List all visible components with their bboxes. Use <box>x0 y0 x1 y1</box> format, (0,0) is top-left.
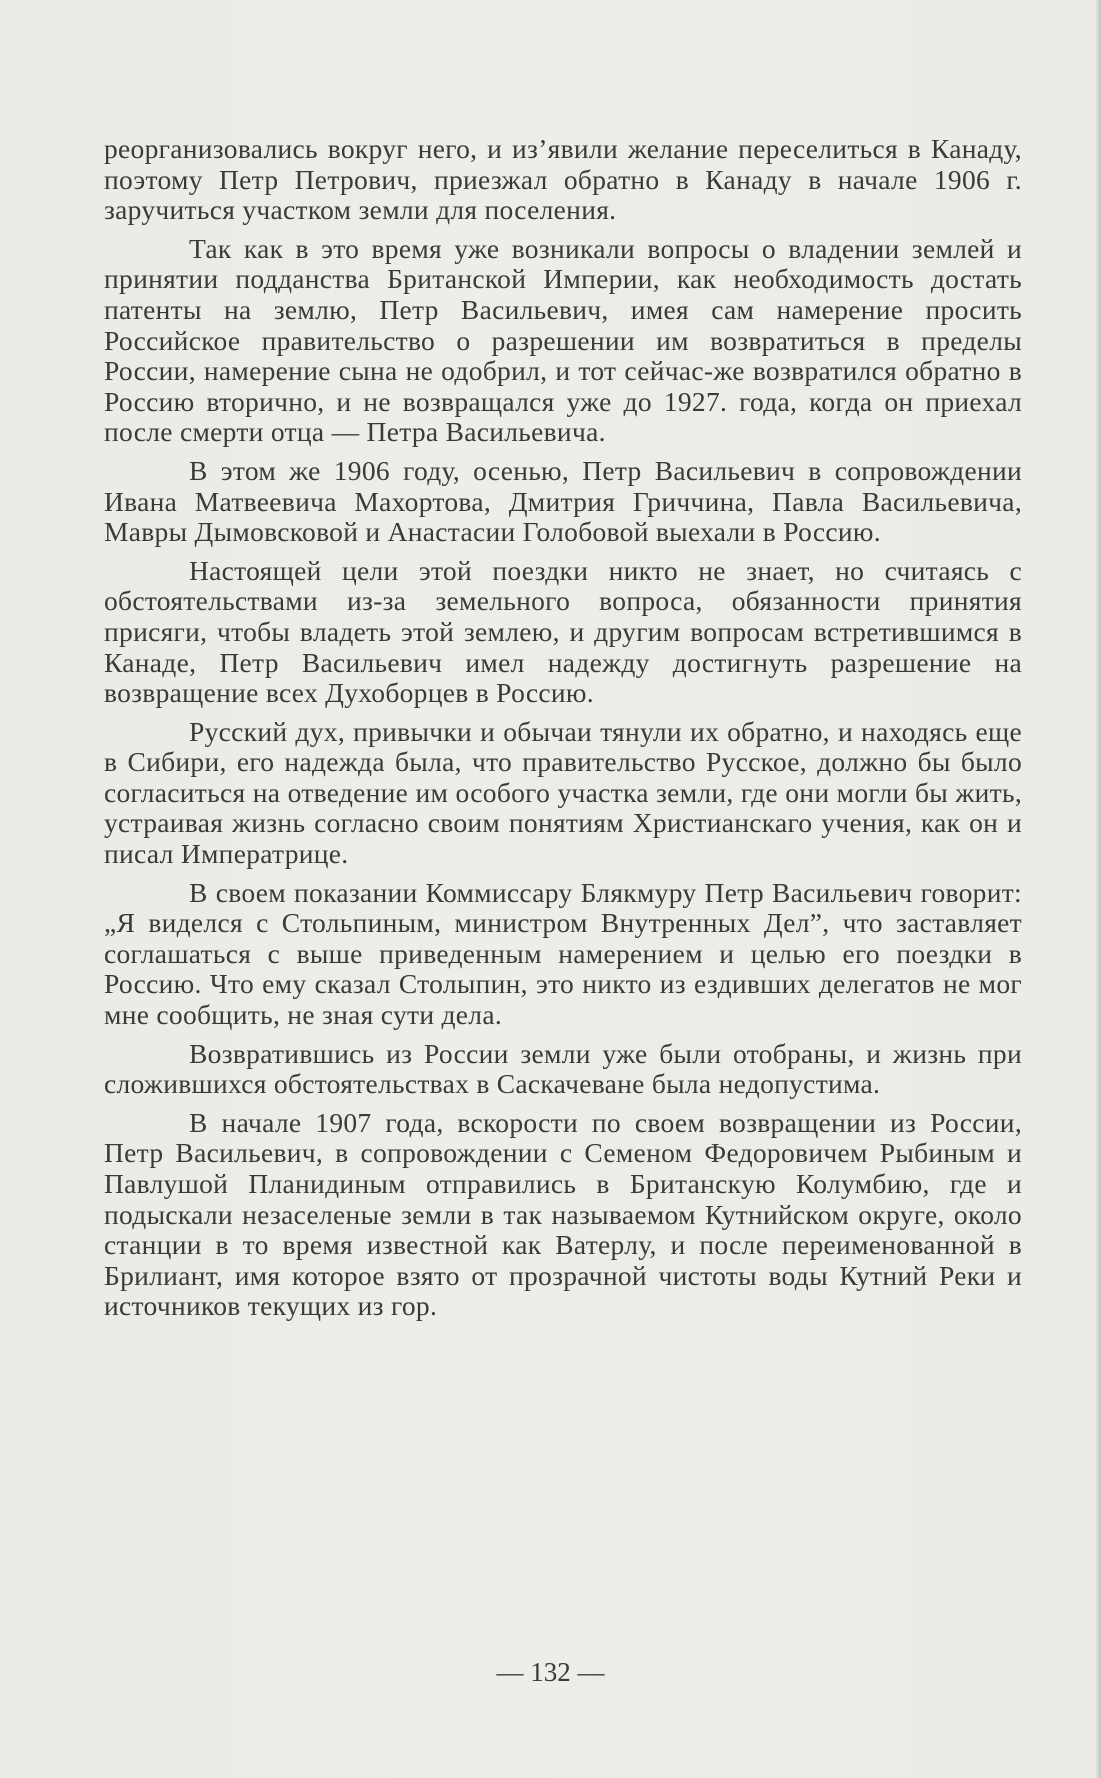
page-number: — 132 — <box>496 1657 605 1687</box>
paragraph-4: Настоящей цели этой поездки никто не знает, но считаясь с обстоятельствами из-за земельного вопроса, обязанности принятия присяги, чтобы владеть этой землею, и другим вопросам встретившимся в Канаде, Петр Васильевич имел надежду достигнуть разрешение на возвращение всех Духоборцев в Россию. <box>104 554 1022 709</box>
paragraph-5: Русский дух, привычки и обычаи тянули их обратно, и находясь еще в Сибири, его надежда была, что правительство Русское, должно бы было согласиться на отведение им особого участка земли, где они могли бы жить, устраивая жизнь согласно своим понятиям Христианскаго учения, как он и писал Императрице. <box>104 715 1022 870</box>
paragraph-2: Так как в это время уже возникали вопросы о владении землей и принятии подданства Британской Империи, как необходимость достать патенты на землю, Петр Васильевич, имея сам намерение просить Российское правительство о разрешении им возвратиться в пределы России, намерение сына не одобрил, и тот сейчас-же возвратился обратно в Россию вторично, и не возвращался уже до 1927. года, когда он приехал после смерти отца — Петра Васильевича. <box>104 232 1022 448</box>
paragraph-6: В своем показании Коммиссару Блякмуру Петр Васильевич говорит: „Я виделся с Стольпиным, министром Внутренных Дел”, что заставляет соглашаться с выше приведенным намерением и целью его поездки в Россию. Что ему сказал Столыпин, это никто из ездивших делегатов не мог мне сообщить, не зная сути дела. <box>104 876 1022 1031</box>
paragraph-1: реорганизовались вокруг него, и из’явили желание переселиться в Канаду, поэтому Петр Петрович, приезжал обратно в Канаду в начале 1906 г. заручиться участком земли для поселения. <box>104 133 1022 226</box>
body-text <box>104 134 1022 1330</box>
paragraph-7: Возвратившись из России земли уже были отобраны, и жизнь при сложившихся обстоятельствах в Саскачеване была недопустима. <box>104 1037 1022 1100</box>
paragraph-3: В этом же 1906 году, осенью, Петр Васильевич в сопровождении Ивана Матвеевича Махортова, Дмитрия Гриччина, Павла Васильевича, Мавры Дымовсковой и Анастасии Голобовой выехали в Россию. <box>104 454 1022 548</box>
paragraph-8: В начале 1907 года, вскорости по своем возвращении из России, Петр Васильевич, в сопровождении с Семеном Федоровичем Рыбиным и Павлушой Планидиным отправились в Британскую Колумбию, где и подыскали незаселеные земли в так называемом Кутнийском округе, около станции в то время известной как Ватерлу, и после переименованной в Брилиант, имя которое взято от прозрачной чистоты воды Кутний Реки и источников текущих из гор. <box>104 1106 1022 1322</box>
page-edge-shadow <box>1095 0 1101 1778</box>
